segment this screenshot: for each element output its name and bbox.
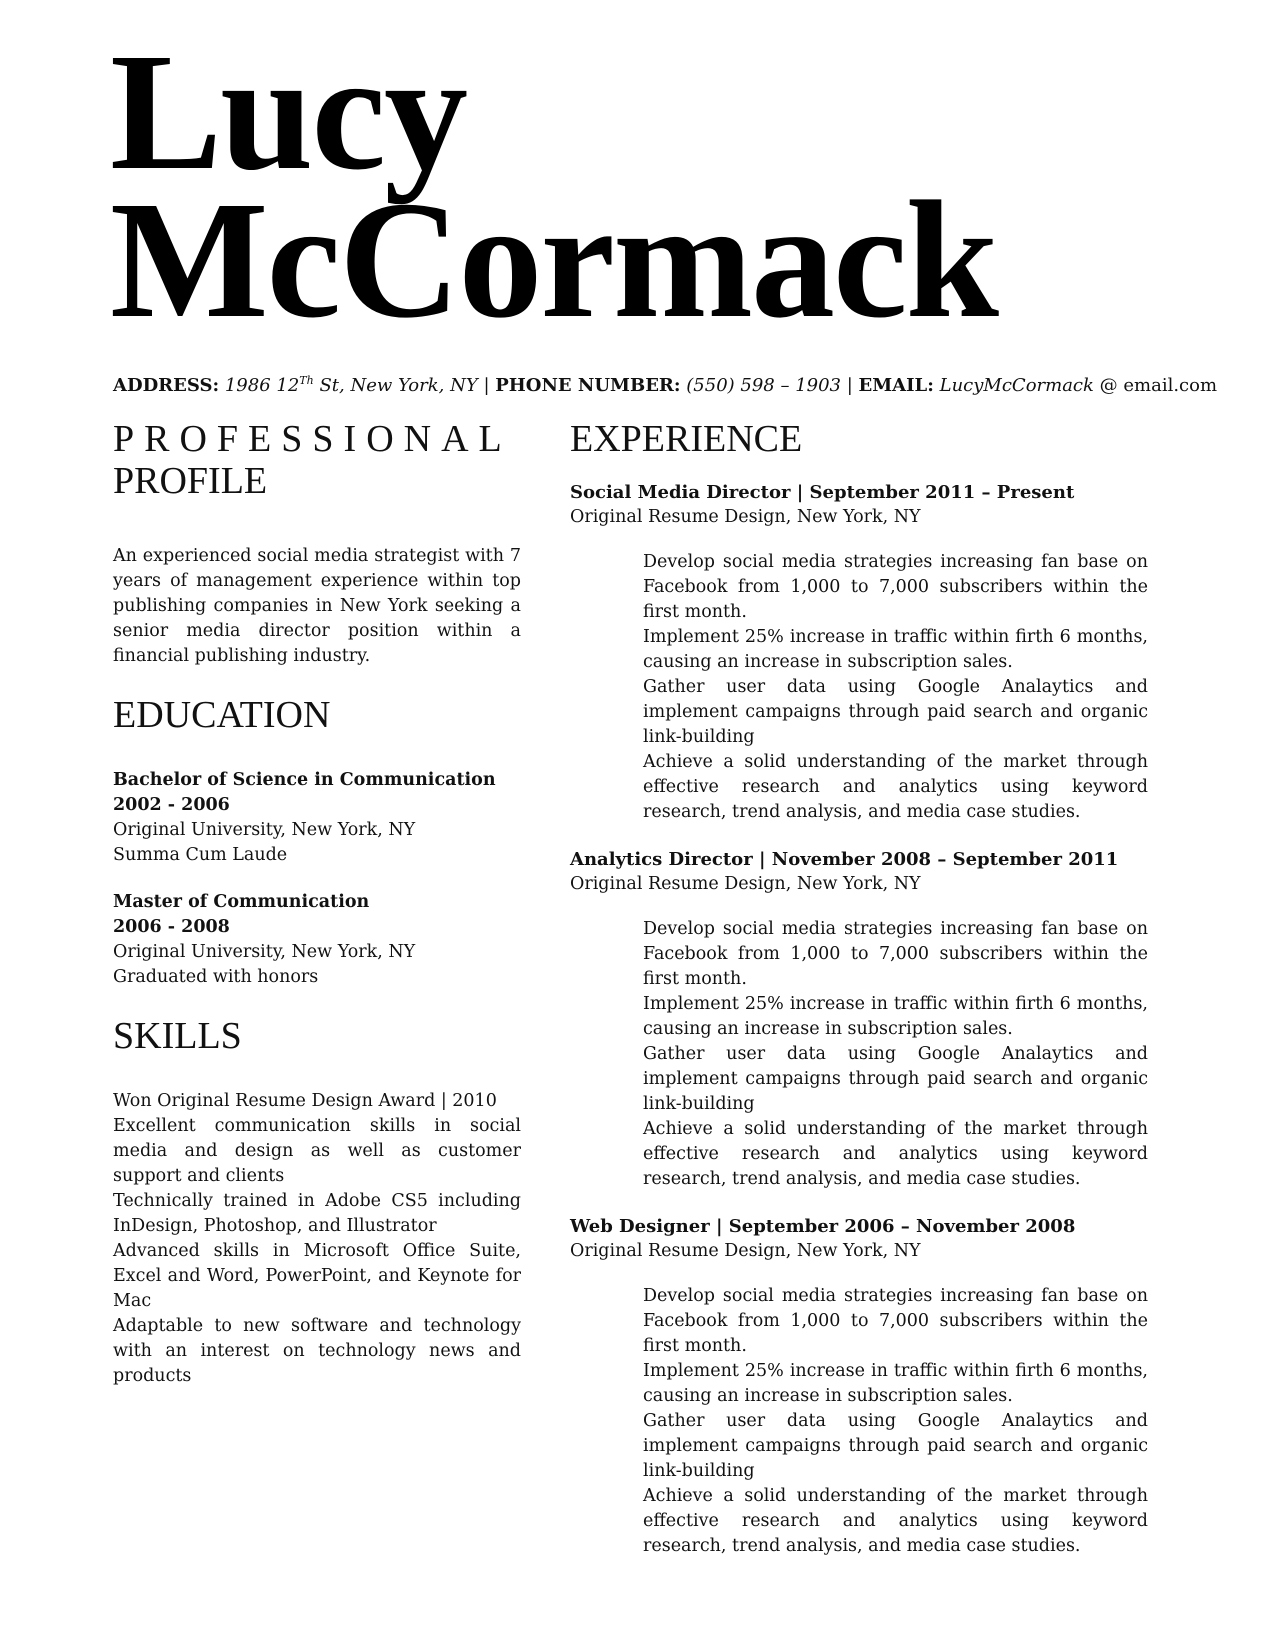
address-label: ADDRESS:	[113, 375, 220, 396]
degree-years: 2002 - 2006	[113, 795, 230, 815]
address-street: St, New York, NY |	[313, 375, 490, 396]
job-duty: Implement 25% increase in traffic within firth 6 months, causing an increase in subscription sales.	[643, 1361, 1148, 1406]
job-duty: Achieve a solid understanding of the market through effective research and analytics using keyword research, trend analysis, and media case studies.	[643, 752, 1148, 822]
job-entry	[570, 847, 1155, 1192]
job-duty: Achieve a solid understanding of the market through effective research and analytics using keyword research, trend analysis, and media case studies.	[643, 1486, 1148, 1556]
phone-value: (550) 598 – 1903 |	[686, 375, 853, 396]
skill-item: Technically trained in Adobe CS5 including InDesign, Photoshop, and Illustrator	[113, 1191, 521, 1236]
right-column	[570, 418, 1155, 1559]
job-duties	[643, 917, 1148, 1192]
school: Original University, New York, NY	[113, 942, 416, 962]
skill-item: Won Original Resume Design Award | 2010	[113, 1091, 497, 1111]
profile-heading-line1: PROFESSIONAL	[113, 418, 512, 460]
address-suffix: Th	[299, 374, 314, 387]
skills-list	[113, 1089, 521, 1389]
job-duty: Implement 25% increase in traffic within firth 6 months, causing an increase in subscription sales.	[643, 994, 1148, 1039]
profile-heading	[113, 418, 521, 502]
degree-years: 2006 - 2008	[113, 917, 230, 937]
contact-line	[113, 374, 1217, 396]
honors: Graduated with honors	[113, 967, 319, 987]
job-company: Original Resume Design, New York, NY	[570, 874, 921, 894]
education-heading: EDUCATION	[113, 694, 331, 736]
name-last: McCormack	[110, 167, 997, 353]
skills-section	[113, 1015, 521, 1389]
job-title: Web Designer | September 2006 – November 2008	[570, 1216, 1076, 1237]
job-duty: Implement 25% increase in traffic within firth 6 months, causing an increase in subscription sales.	[643, 627, 1148, 672]
job-company: Original Resume Design, New York, NY	[570, 507, 921, 527]
job-entry	[570, 480, 1155, 825]
phone-label: PHONE NUMBER:	[495, 375, 681, 396]
skill-item: Advanced skills in Microsoft Office Suite, Excel and Word, PowerPoint, and Keynote for Mac	[113, 1241, 521, 1311]
job-duty: Gather user data using Google Analaytics and implement campaigns through paid search and organic link-building	[643, 677, 1148, 747]
profile-heading-line2: PROFILE	[113, 460, 268, 502]
degree: Master of Communication	[113, 892, 370, 912]
skill-item: Adaptable to new software and technology with an interest on technology news and products	[113, 1316, 521, 1386]
degree: Bachelor of Science in Communication	[113, 770, 496, 790]
address-value	[225, 375, 490, 396]
job-duties	[643, 1284, 1148, 1559]
skills-heading: SKILLS	[113, 1015, 242, 1057]
job-duty: Develop social media strategies increasing fan base on Facebook from 1,000 to 7,000 subscribers within the first month.	[643, 919, 1148, 989]
job-duty: Gather user data using Google Analaytics and implement campaigns through paid search and organic link-building	[643, 1411, 1148, 1481]
job-title: Analytics Director | November 2008 – September 2011	[570, 849, 1119, 870]
left-column	[113, 418, 521, 1389]
email-domain: @ email.com	[1093, 375, 1218, 396]
job-duty: Gather user data using Google Analaytics and implement campaigns through paid search and organic link-building	[643, 1044, 1148, 1114]
name-first: Lucy	[110, 19, 467, 205]
job-duty: Achieve a solid understanding of the market through effective research and analytics using keyword research, trend analysis, and media case studies.	[643, 1119, 1148, 1189]
job-title: Social Media Director | September 2011 – Present	[570, 482, 1075, 503]
job-company: Original Resume Design, New York, NY	[570, 1241, 921, 1261]
school: Original University, New York, NY	[113, 820, 416, 840]
address-number: 1986 12	[224, 375, 300, 396]
profile-section	[113, 418, 521, 669]
honors: Summa Cum Laude	[113, 845, 288, 865]
experience-heading: EXPERIENCE	[570, 418, 803, 460]
education-entry	[113, 768, 521, 868]
skill-item: Excellent communication skills in social media and design as well as customer support and clients	[113, 1116, 521, 1186]
education-entry	[113, 890, 521, 990]
job-duty: Develop social media strategies increasing fan base on Facebook from 1,000 to 7,000 subscribers within the first month.	[643, 1286, 1148, 1356]
profile-text: An experienced social media strategist with 7 years of management experience within top publishing companies in New York seeking a senior media director position within a financial publishing industry.	[113, 546, 521, 666]
job-duties	[643, 550, 1148, 825]
email-label: EMAIL:	[858, 375, 934, 396]
education-section	[113, 694, 521, 990]
email-user: LucyMcCormack	[939, 375, 1094, 396]
job-duty: Develop social media strategies increasing fan base on Facebook from 1,000 to 7,000 subscribers within the first month.	[643, 552, 1148, 622]
job-entry	[570, 1214, 1155, 1559]
